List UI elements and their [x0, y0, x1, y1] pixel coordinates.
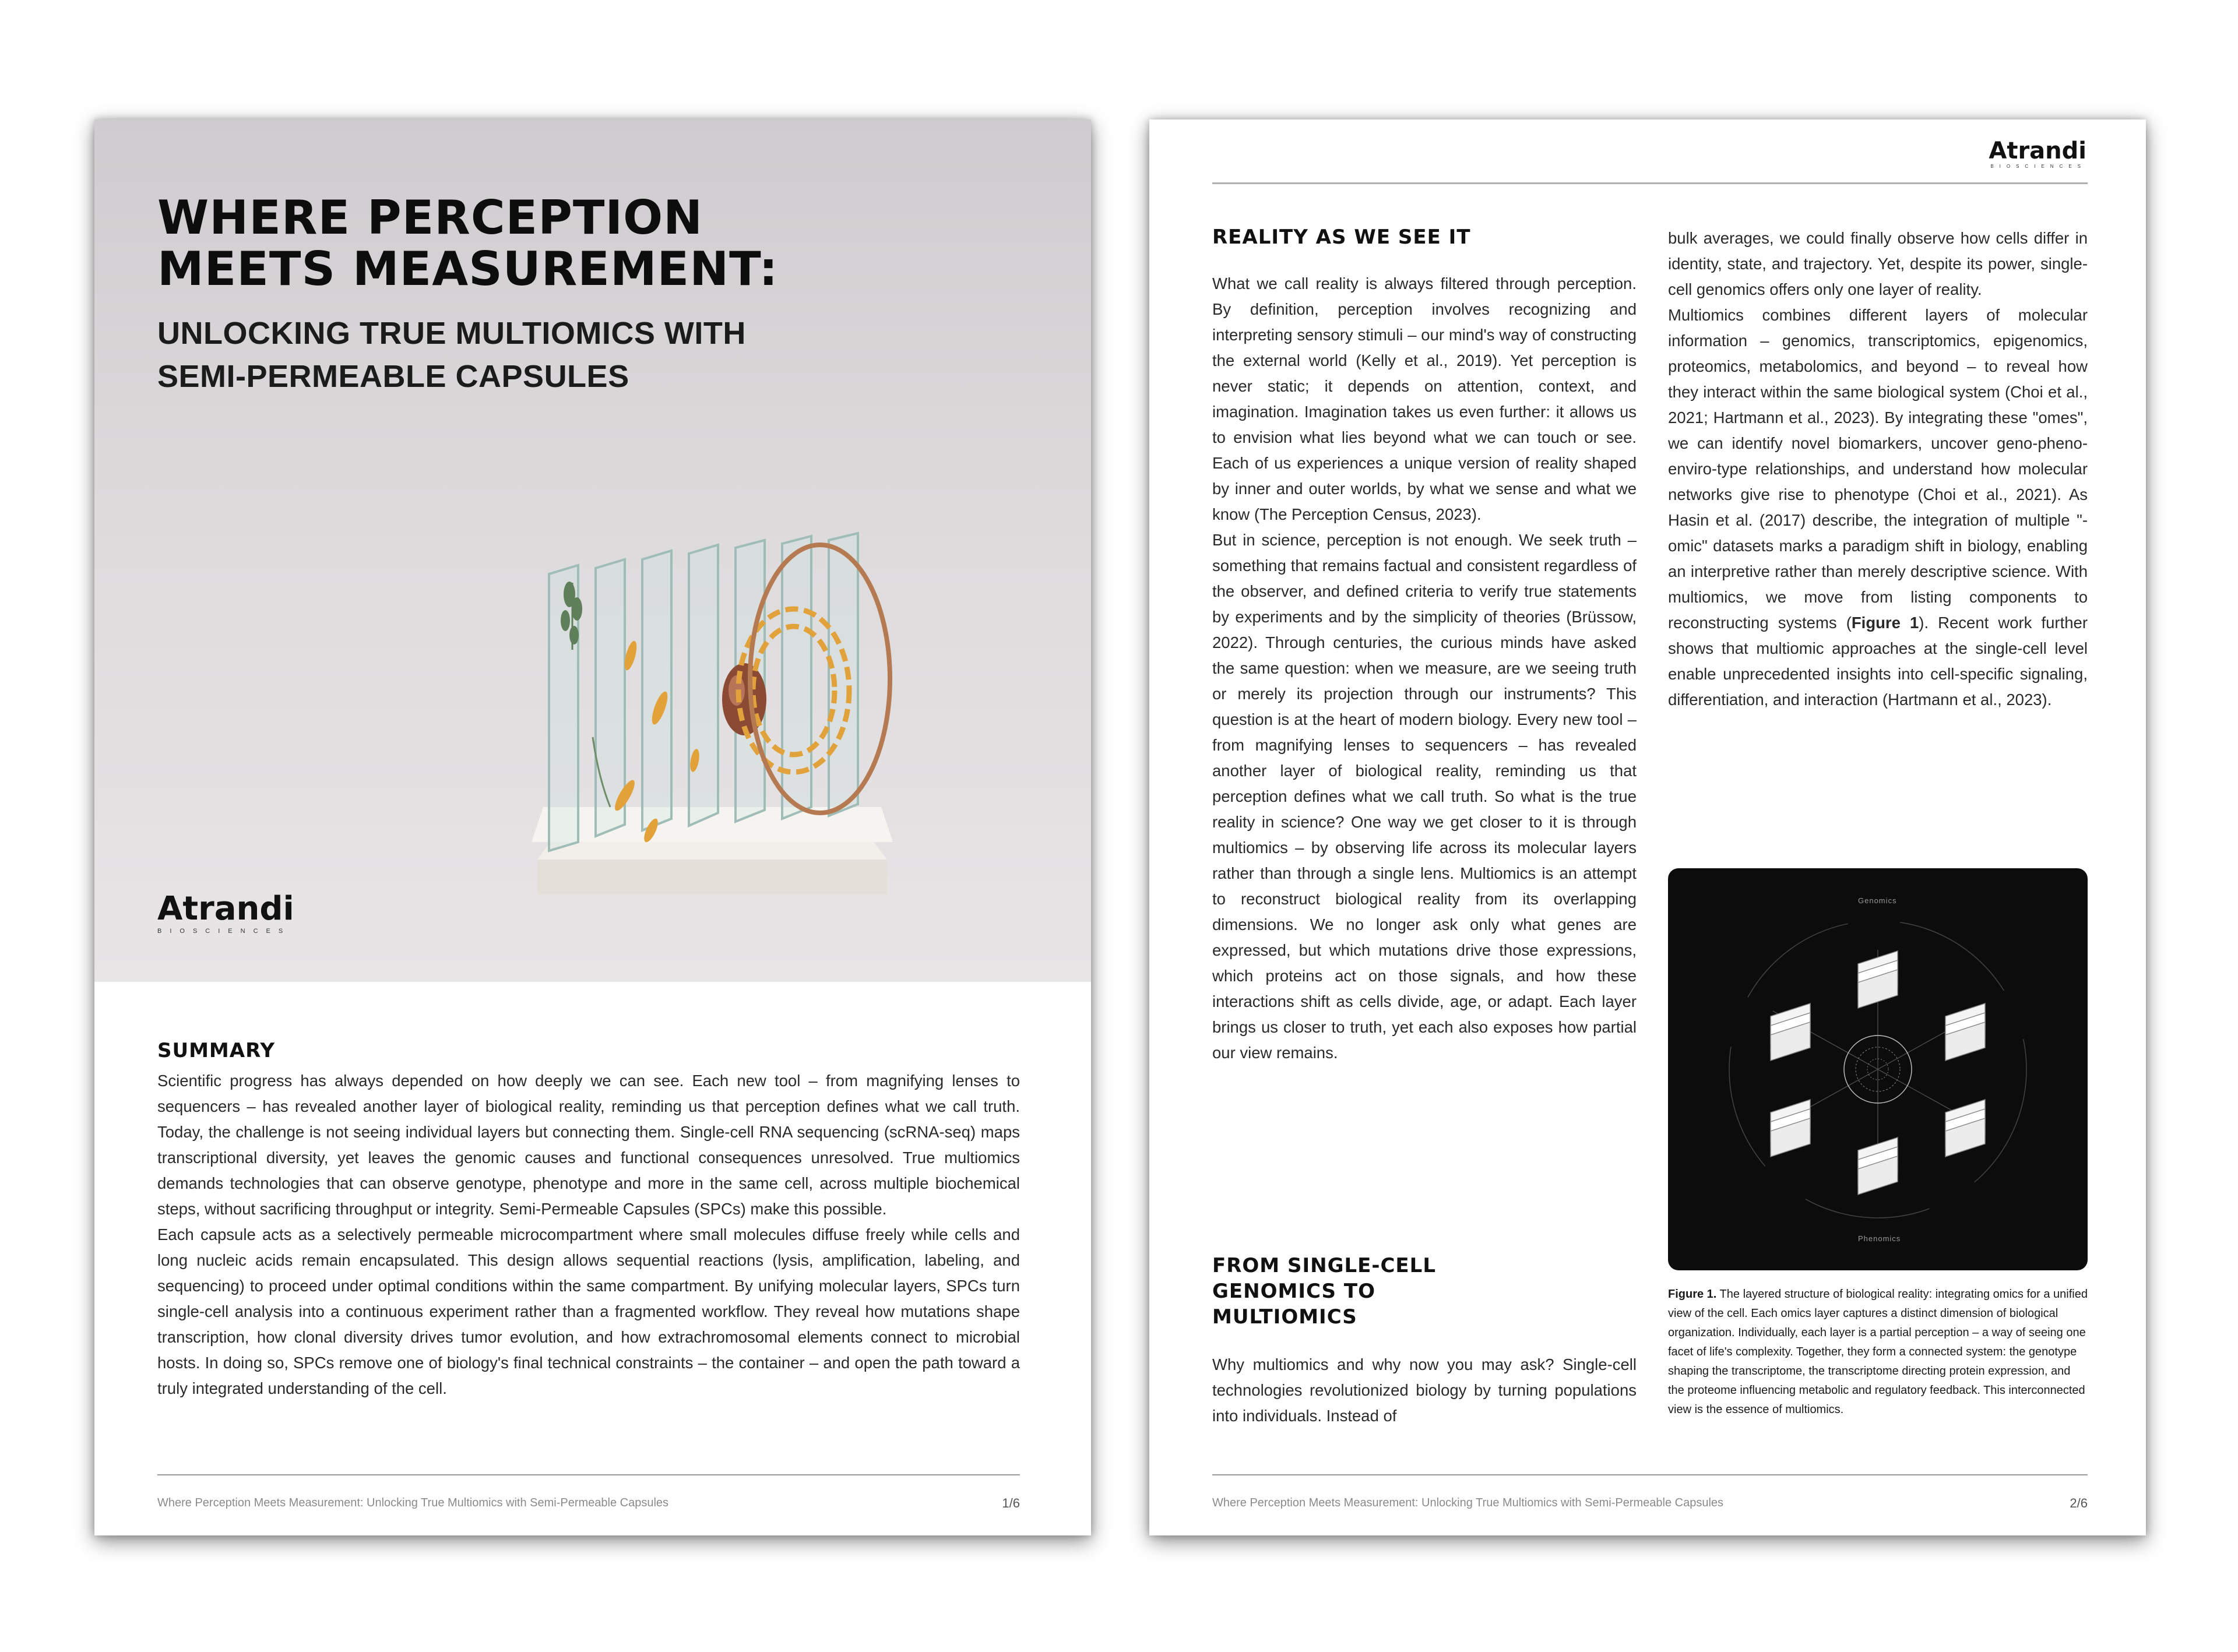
- brand-name: Atrandi: [1989, 138, 2086, 164]
- figure-1-caption: [1668, 1285, 2088, 1419]
- title-line: MEETS MEASUREMENT:: [157, 242, 779, 296]
- heading-line: FROM SINGLE-CELL: [1212, 1254, 1436, 1277]
- document-page-1: [94, 119, 1091, 1535]
- footer-title: Where Perception Meets Measurement: Unlocking True Multiomics with Semi-Permeable Capsules: [157, 1496, 669, 1509]
- page-title: [157, 192, 778, 295]
- glass-panels-illustration: [450, 434, 916, 900]
- page-number: 1/6: [1002, 1496, 1020, 1510]
- column-two-body: [1668, 226, 2088, 713]
- figure-1-panel: [1668, 868, 2088, 1270]
- omics-layers-diagram: [1668, 868, 2088, 1270]
- figure-label-bottom: Phenomics: [1858, 1234, 1901, 1243]
- header-divider: [1212, 182, 2088, 184]
- caption-label: Figure 1.: [1668, 1288, 1717, 1301]
- paragraph: Why multiomics and why now you may ask? Single-cell technologies revolutionized biology by turning populations into individuals. Instead of: [1212, 1355, 1637, 1425]
- footer-divider: [1212, 1474, 2088, 1475]
- section-heading-single-cell: [1212, 1253, 1585, 1330]
- heading-line: MULTIOMICS: [1212, 1305, 1357, 1329]
- reality-body: [1212, 271, 1637, 1066]
- section-heading-summary: SUMMARY: [157, 1039, 276, 1062]
- brand-logo: [1989, 138, 2086, 169]
- brand-tagline: BIOSCIENCES: [157, 928, 291, 935]
- figure-label-top: Genomics: [1858, 896, 1897, 905]
- document-page-2: [1149, 119, 2146, 1535]
- subtitle-line: SEMI-PERMEABLE CAPSULES: [157, 359, 629, 394]
- cover-hero: [94, 119, 1091, 982]
- single-cell-body: [1212, 1352, 1637, 1429]
- figure-reference: Figure 1: [1851, 614, 1919, 632]
- paragraph: bulk averages, we could finally observe how cells differ in identity, state, and trajectory. Yet, despite its power, single-cell genomics offers only one layer of reality.: [1668, 229, 2088, 298]
- brand-name: Atrandi: [157, 890, 294, 928]
- paragraph: Scientific progress has always depended on how deeply we can see. Each new tool – from magnifying lenses to sequencers – has revealed another layer of biological reality, reminding us that perception defines what we call truth. Today, the challenge is not seeing individual layers but connecting them. Single-cell RNA sequencing (scRNA-seq) maps transcriptional diversity, yet leaves the genomic causes and functional consequences unresolved. True multiomics demands technologies that can observe genotype, phenotype and more in the same cell, across multiple biochemical steps, without sacrificing throughput or integrity. Semi-Permeable Capsules (SPCs) make this possible.: [157, 1072, 1020, 1218]
- summary-body: [157, 1068, 1020, 1401]
- paragraph: [1668, 302, 2088, 713]
- paragraph-text: ). Recent work further shows that multiomic approaches at the single-cell level enable unprecedented insights into cell-specific signaling, differentiation, and interaction (Hartmann et al., 2023).: [1668, 614, 2088, 709]
- paragraph-text: Multiomics combines different layers of molecular information – genomics, transcriptomics, epigenomics, proteomics, metabolomics, and beyond – to reveal how they interact within the same biological system (Choi et al., 2021; Hartmann et al., 2023). By integrating these "omes", we can identify novel biomarkers, uncover geno-pheno-enviro-type relationships, and understand how molecular networks give rise to phenotype (Choi et al., 2021). As Hasin et al. (2017) describe, the integration of multiple "-omic" datasets marks a paradigm shift in biology, enabling an interpretive rather than merely descriptive science. With multiomics, we move from listing components to reconstructing systems (: [1668, 306, 2088, 632]
- section-heading-reality: REALITY AS WE SEE IT: [1212, 226, 1471, 249]
- paragraph: What we call reality is always filtered through perception. By definition, perception involves recognizing and interpreting sensory stimuli – our mind's way of constructing the external world (Kelly et al., 2019). Yet perception is never static; it depends on attention, context, and imagination. Imagination takes us even further: it allows us to envision what lies beyond what we can touch or see. Each of us experiences a unique version of reality shaped by inner and outer worlds, by what we sense and what we know (The Perception Census, 2023).: [1212, 274, 1637, 523]
- brand-tagline: BIOSCIENCES: [1990, 164, 2086, 169]
- footer-title: Where Perception Meets Measurement: Unlocking True Multiomics with Semi-Permeable Capsules: [1212, 1496, 1724, 1509]
- brand-logo: [157, 892, 294, 935]
- heading-line: GENOMICS TO: [1212, 1280, 1375, 1303]
- caption-text: The layered structure of biological reality: integrating omics for a unified view of the cell. Each omics layer captures a distinct dimension of biological organization. Individually, each layer is a partial perception – a way of seeing one facet of life's complexity. Together, they form a connected system: the genotype shaping the transcriptome, the transcriptome directing protein expression, and the proteome influencing metabolic and regulatory feedback. This interconnected view is the essence of multiomics.: [1668, 1288, 2088, 1416]
- subtitle-line: UNLOCKING TRUE MULTIOMICS WITH: [157, 316, 746, 351]
- paragraph: Each capsule acts as a selectively permeable microcompartment where small molecules diffuse freely while cells and long nucleic acids remain encapsulated. This design allows sequential reactions (lysis, amplification, labeling, and sequencing) to proceed under optimal conditions within the same compartment. By unifying molecular layers, SPCs turn single-cell analysis into a continuous experiment rather than a fragmented workflow. They reveal how mutations shape transcription, how clonal diversity drives tumor evolution, and how extrachromosomal elements connect to microbial hosts. In doing so, SPCs remove one of biology's final technical constraints – the container – and open the path toward a truly integrated understanding of the cell.: [157, 1225, 1020, 1397]
- page-number: 2/6: [2070, 1496, 2088, 1510]
- title-line: WHERE PERCEPTION: [157, 191, 703, 245]
- footer-divider: [157, 1474, 1020, 1475]
- page-subtitle: [157, 312, 746, 398]
- paragraph: But in science, perception is not enough. We seek truth – something that remains factual and consistent regardless of the observer, and defined criteria to verify true statements by experiments and by the simplicity of theories (Brüssow, 2022). Through centuries, the curious minds have asked the same question: when we measure, are we seeing truth or merely its projection through our instruments? This question is at the heart of modern biology. Every new tool – from magnifying lenses to sequencers – has revealed another layer of biological reality, reminding us that perception defines what we call truth. So what is the true reality in science? One way we get closer to it is through multiomics – by observing life across its molecular layers rather than through a single lens. Multiomics is an attempt to reconstruct biological reality from its overlapping dimensions. We no longer ask only what genes are expressed, but which mutations drive those expressions, which proteins act on those signals, and how these interactions shift as cells divide, age, or adapt. Each layer brings us closer to truth, yet each also exposes how partial our view remains.: [1212, 531, 1637, 1062]
